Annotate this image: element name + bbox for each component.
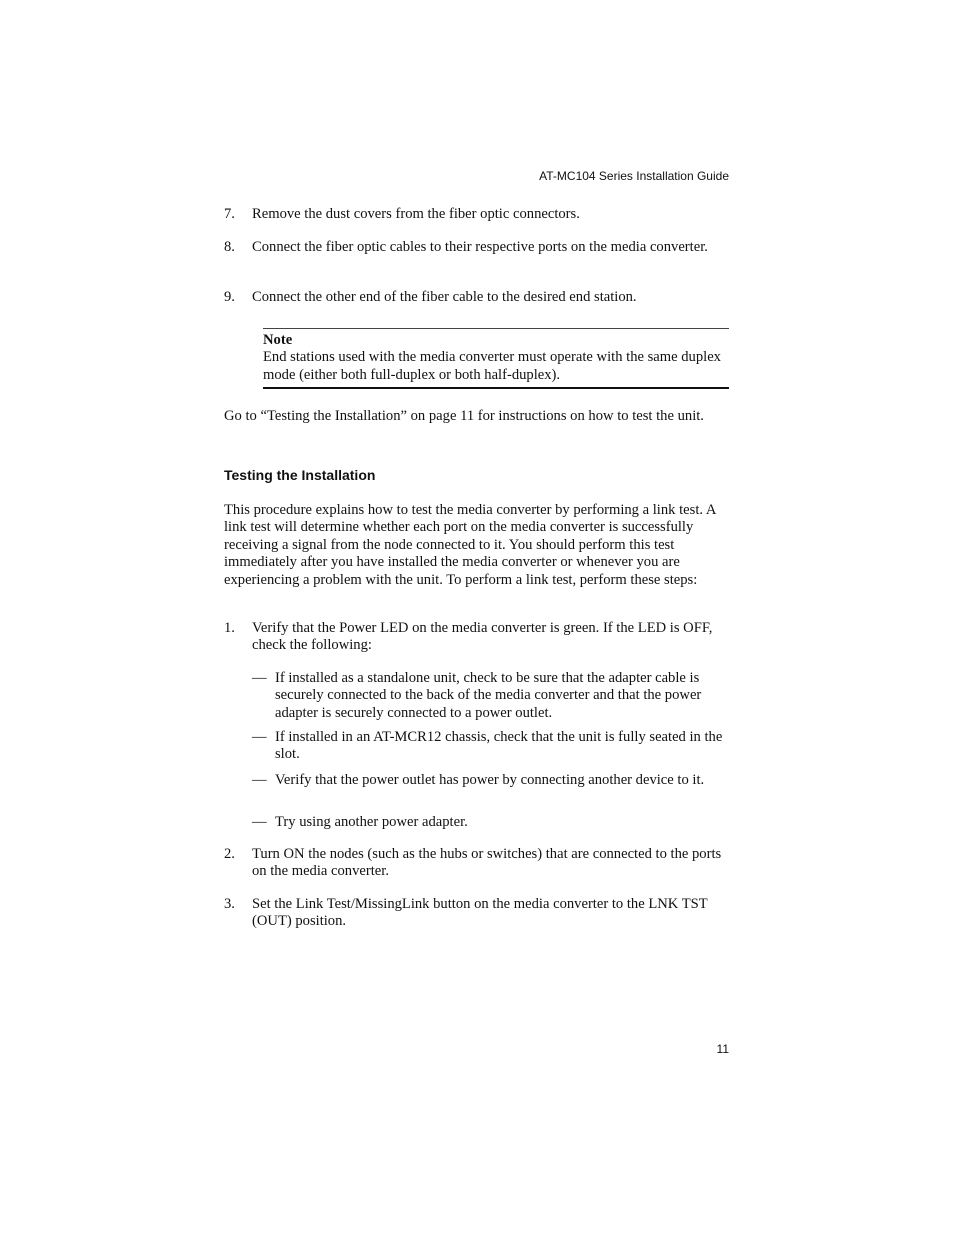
step-text: Verify that the Power LED on the media converter is green. If the LED is OFF, check the following:	[252, 620, 713, 654]
intro-paragraph: This procedure explains how to test the media converter by performing a link test. A link test will determine whether each port on the media converter is successfully receiving a signal from the node connected to it. You should perform this test immediately after you have installed the media converter or whenever you are experiencing a problem with the unit. To perform a link test, perform these steps:	[224, 502, 716, 588]
dash-marker: —	[252, 772, 267, 788]
bullet-item	[252, 729, 730, 764]
step-8	[224, 239, 730, 256]
step-1	[224, 620, 730, 655]
step-text: Set the Link Test/MissingLink button on the media converter to the LNK TST (OUT) position.	[252, 896, 708, 930]
step-text: Connect the other end of the fiber cable to the desired end station.	[252, 289, 637, 305]
step-text: Remove the dust covers from the fiber optic connectors.	[252, 206, 580, 222]
step-2	[224, 846, 730, 881]
step-number: 7.	[224, 206, 235, 222]
page-number: 11	[716, 1042, 729, 1056]
note-text: End stations used with the media converter must operate with the same duplex mode (either both full-duplex or both half-duplex).	[263, 349, 721, 383]
bullet-item	[252, 814, 730, 831]
bullet-text: If installed in an AT-MCR12 chassis, check that the unit is fully seated in the slot.	[275, 729, 723, 763]
note-box	[263, 328, 729, 389]
step-number: 8.	[224, 239, 235, 255]
step-text: Connect the fiber optic cables to their respective ports on the media converter.	[252, 239, 708, 255]
dash-marker: —	[252, 729, 267, 745]
note-title: Note	[263, 332, 293, 348]
bullet-text: Try using another power adapter.	[275, 814, 468, 830]
step-text: Turn ON the nodes (such as the hubs or switches) that are connected to the ports on the media converter.	[252, 846, 722, 880]
step-7	[224, 206, 730, 223]
dash-marker: —	[252, 670, 267, 686]
dash-marker: —	[252, 814, 267, 830]
running-header: AT-MC104 Series Installation Guide	[539, 169, 729, 183]
step-number: 3.	[224, 896, 235, 912]
bullet-text: Verify that the power outlet has power by connecting another device to it.	[275, 772, 705, 788]
step-number: 2.	[224, 846, 235, 862]
goto-paragraph: Go to “Testing the Installation” on page 11 for instructions on how to test the unit.	[224, 408, 704, 424]
section-heading: Testing the Installation	[224, 467, 376, 483]
step-number: 1.	[224, 620, 235, 636]
step-9	[224, 289, 730, 306]
bullet-item	[252, 670, 730, 722]
bullet-text: If installed as a standalone unit, check to be sure that the adapter cable is securely connected to the back of the media converter and that the power adapter is securely connected to a power outlet.	[275, 670, 702, 721]
step-number: 9.	[224, 289, 235, 305]
bullet-item	[252, 772, 730, 789]
step-3	[224, 896, 730, 931]
